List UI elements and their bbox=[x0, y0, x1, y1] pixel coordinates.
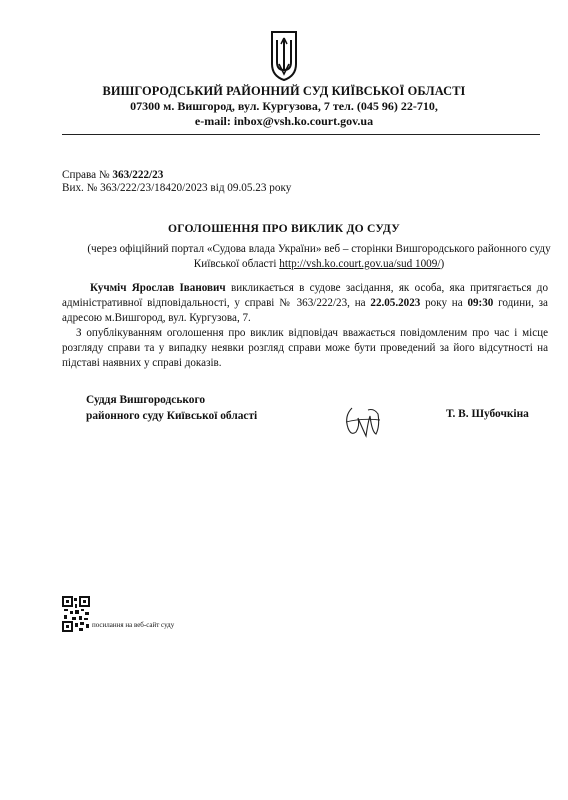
publication-note-text: (через офіційний портал «Судова влада України» веб – сторінки Вишгородського районного суду Київської області bbox=[87, 243, 551, 270]
court-name: ВИШГОРОДСЬКИЙ РАЙОННИЙ СУД КИЇВСЬКОЇ ОБЛАСТІ bbox=[102, 84, 466, 98]
judge-title bbox=[86, 392, 257, 424]
court-website-link[interactable]: http://vsh.ko.court.gov.ua/sud 1009/ bbox=[279, 258, 441, 270]
qr-code-label: посилання на веб-сайт суду bbox=[92, 621, 175, 629]
qr-code-icon[interactable] bbox=[62, 596, 90, 632]
hearing-date: 22.05.2023 bbox=[370, 297, 421, 309]
document-title: ОГОЛОШЕННЯ ПРО ВИКЛИК ДО СУДУ bbox=[168, 222, 400, 235]
summons-text-a: викликається в судове засідання, як особа, яка притягається до адміністративної відповідальності, у справі № 363/222/23, на bbox=[62, 282, 548, 309]
court-address: 07300 м. Вишгород, вул. Кургузова, 7 тел. (045 96) 22-710, bbox=[130, 99, 438, 113]
publication-note bbox=[84, 242, 554, 272]
judge-title-line2: районного суду Київської області bbox=[86, 410, 258, 422]
header-divider bbox=[62, 134, 540, 135]
outgoing-number: Вих. № 363/222/23/18420/2023 від 09.05.23 року bbox=[62, 182, 292, 194]
trident-emblem-icon bbox=[269, 28, 299, 82]
judge-name: Т. В. Шубочкіна bbox=[446, 408, 529, 420]
judge-title-line1: Суддя Вишгородського bbox=[86, 394, 206, 406]
summons-text-b: року на bbox=[420, 297, 468, 309]
case-number bbox=[62, 168, 163, 182]
court-email[interactable]: e-mail: inbox@vsh.ko.court.gov.ua bbox=[194, 114, 374, 128]
case-number-value: 363/222/23 bbox=[112, 169, 164, 181]
summons-text-c: години, за адресою м.Вишгород, вул. Кургузова, 7. bbox=[62, 297, 548, 324]
summons-paragraph bbox=[62, 281, 548, 326]
case-number-prefix: Справа № bbox=[62, 169, 113, 181]
handwritten-signature bbox=[342, 402, 384, 444]
publication-note-close: ) bbox=[440, 258, 445, 270]
notice-paragraph: З опублікуванням оголошення про виклик відповідач вважається повідомленим про час і місце розгляду справи та у випадку неявки розгляд справи може бути проведений за його відсутності на підставі наявних у справі доказів. bbox=[62, 327, 548, 369]
hearing-time: 09:30 bbox=[467, 297, 494, 309]
summoned-person: Кучміч Ярослав Іванович bbox=[90, 282, 226, 294]
